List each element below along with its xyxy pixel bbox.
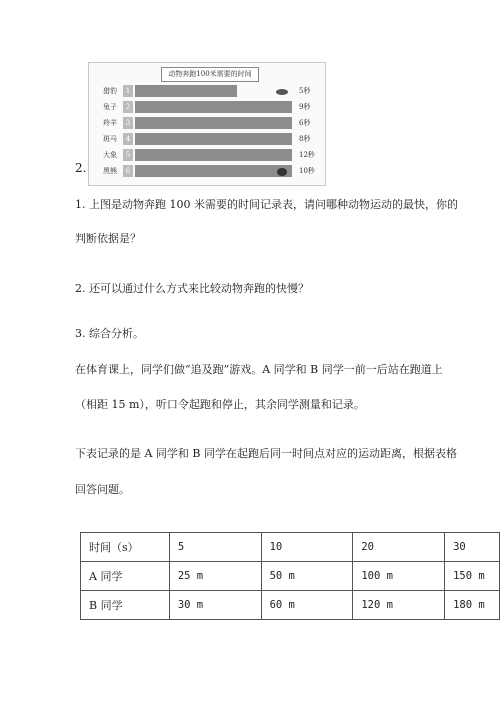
table-cell: 25 m	[169, 562, 261, 591]
distance-table	[80, 532, 500, 620]
time-bar	[135, 117, 292, 129]
animal-name: 羚羊	[103, 119, 117, 127]
table-cell: 10	[261, 533, 353, 562]
rank-number: 3	[123, 117, 133, 129]
rank-number: 4	[123, 133, 133, 145]
table-row	[81, 591, 500, 620]
table-cell: B 同学	[81, 591, 170, 620]
animal-name: 斑马	[103, 135, 117, 143]
animal-name: 猎豹	[103, 87, 117, 95]
time-bar	[135, 165, 292, 177]
time-bar	[135, 101, 292, 113]
question-2: 2. 还可以通过什么方式来比较动物奔跑的快慢？	[75, 282, 309, 295]
animal-running-time-figure	[88, 62, 326, 186]
table-cell: 30	[445, 533, 500, 562]
time-bar	[135, 133, 292, 145]
table-cell: 30 m	[169, 591, 261, 620]
table-cell: 100 m	[353, 562, 445, 591]
question-1-line-1: 1. 上图是动物奔跑 100 米需要的时间记录表，请问哪种动物运动的最快，你的	[75, 198, 458, 211]
time-label: 12秒	[299, 151, 315, 159]
table-row	[81, 533, 500, 562]
bear-icon	[275, 165, 289, 177]
table-cell: 150 m	[445, 562, 500, 591]
time-label: 6秒	[299, 119, 311, 127]
rank-number: 2	[123, 101, 133, 113]
cheetah-icon	[275, 85, 289, 97]
table-cell: A 同学	[81, 562, 170, 591]
table-cell: 20	[353, 533, 445, 562]
animal-name: 兔子	[103, 103, 117, 111]
table-cell: 120 m	[353, 591, 445, 620]
time-label: 9秒	[299, 103, 311, 111]
table-row	[81, 562, 500, 591]
time-label: 8秒	[299, 135, 311, 143]
question-3-paragraph-1-line-2: （相距 15 m），听口令起跑和停止，其余同学测量和记录。	[75, 398, 365, 411]
table-cell: 50 m	[261, 562, 353, 591]
time-bar	[135, 85, 237, 97]
time-bar	[135, 149, 292, 161]
rank-number: 1	[123, 85, 133, 97]
time-label: 10秒	[299, 167, 315, 175]
question-3-paragraph-2-line-1: 下表记录的是 A 同学和 B 同学在起跑后同一时间点对应的运动距离，根据表格	[75, 447, 458, 460]
table-cell: 时间（s）	[81, 533, 170, 562]
animal-name: 大象	[103, 151, 117, 159]
question-number: 2.	[75, 161, 87, 175]
question-3-paragraph-2-line-2: 回答问题。	[75, 483, 130, 496]
table-cell: 5	[169, 533, 261, 562]
question-1-line-2: 判断依据是？	[75, 232, 141, 245]
figure-title: 动物奔跑100米需要的时间	[161, 67, 259, 82]
question-3-paragraph-1-line-1: 在体育课上，同学们做“追及跑”游戏。A 同学和 B 同学一前一后站在跑道上	[75, 363, 443, 376]
rank-number: 5	[123, 149, 133, 161]
table-cell: 180 m	[445, 591, 500, 620]
rank-number: 6	[123, 165, 133, 177]
question-3-title: 3. 综合分析。	[75, 327, 144, 340]
animal-name: 黑熊	[103, 167, 117, 175]
table-cell: 60 m	[261, 591, 353, 620]
time-label: 5秒	[299, 87, 311, 95]
